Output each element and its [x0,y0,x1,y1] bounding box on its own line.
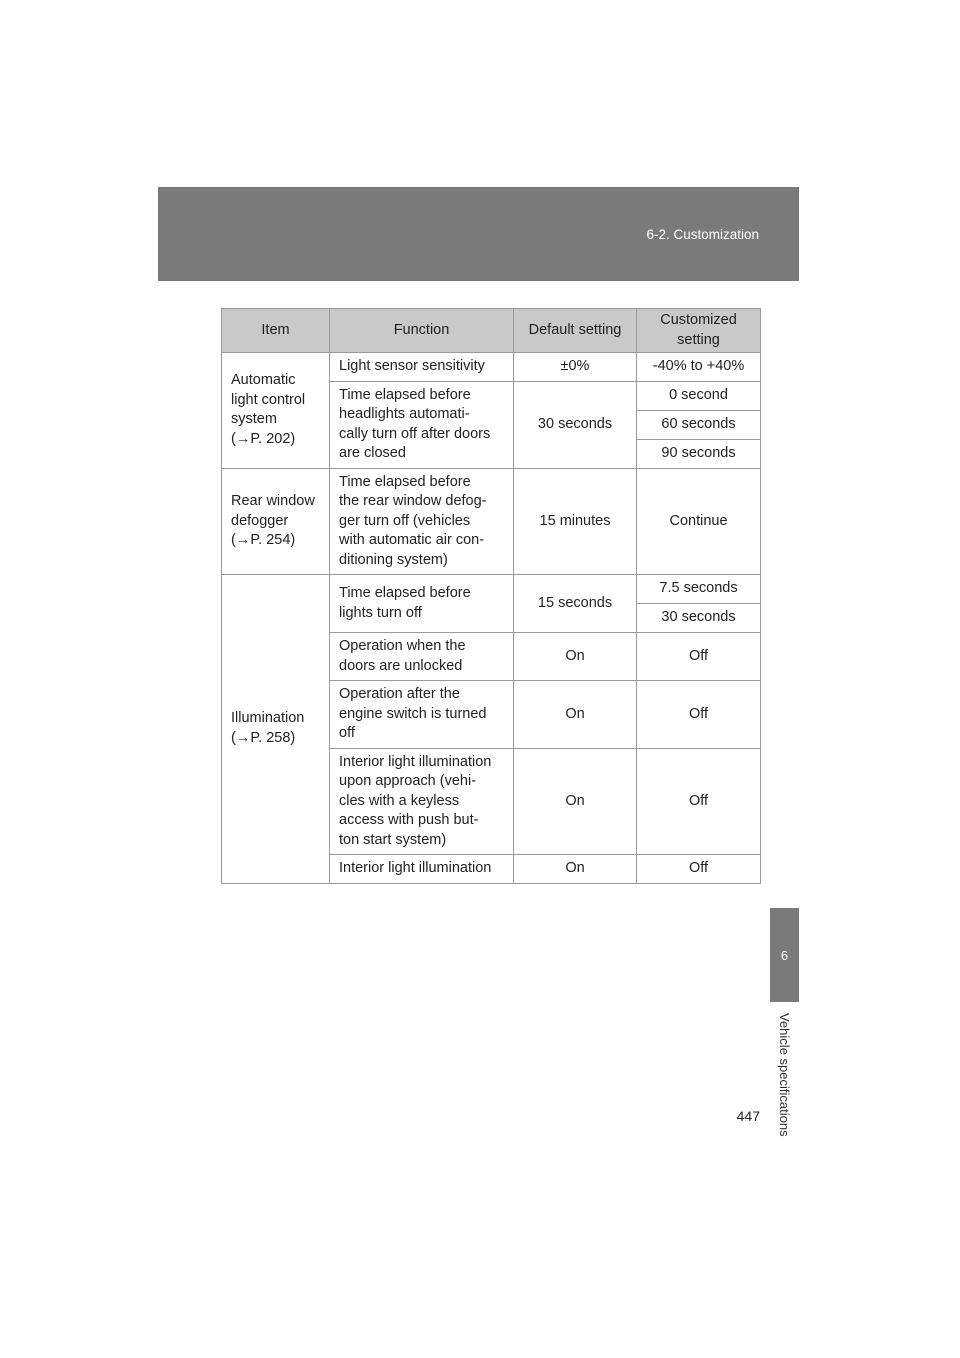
default-setting-cell: On [514,748,637,855]
function-cell [330,681,514,749]
default-setting-cell: 15 minutes [514,468,637,575]
default-setting-cell: 30 seconds [514,381,637,468]
default-setting-cell: ±0% [514,353,637,382]
item-line: system [231,411,277,428]
default-setting-cell: 15 seconds [514,575,637,633]
function-line: with automatic air con- [339,532,485,548]
item-cell [222,353,330,469]
function-cell [330,855,514,884]
function-line: ditioning system) [339,551,448,568]
function-cell [330,353,514,382]
customized-setting-cell: Off [637,748,761,855]
section-header-bar [158,187,799,281]
column-header-customized: Customized setting [637,309,761,353]
function-line: upon approach (vehi- [339,773,477,789]
table-header-row [222,309,761,353]
function-cell [330,748,514,855]
item-cell [222,575,330,884]
function-line: are closed [339,445,406,461]
function-cell [330,633,514,681]
function-cell [330,468,514,575]
item-line: Automatic [231,372,296,389]
function-line: engine switch is turned [339,705,487,722]
function-line: Time elapsed before [339,473,471,490]
function-cell [330,575,514,633]
section-title: 6-2. Customization [646,227,759,242]
customized-setting-cell: 90 seconds [637,439,761,468]
item-cell [222,468,330,575]
function-line: Interior light illumination [339,860,492,876]
function-line: the rear window defog- [339,493,487,509]
function-line: lights turn off [339,604,422,621]
default-setting-cell: On [514,633,637,681]
column-header-function: Function [330,309,514,353]
customized-setting-cell: Off [637,633,761,681]
page-number: 447 [736,1108,760,1124]
function-line: Time elapsed before [339,585,471,601]
chapter-tab-number: 6 [770,908,799,1002]
chapter-label-text: Vehicle specifications [777,1012,792,1137]
customized-setting-cell: Off [637,855,761,884]
item-line: Illumination [231,710,305,727]
column-header-item: Item [222,309,330,353]
customized-setting-cell: Off [637,681,761,749]
table-row [222,468,761,575]
chapter-tab-label [770,1002,799,1147]
item-line: (→P. 202) [231,430,296,447]
item-line: (→P. 258) [231,729,296,746]
item-line: Rear window [231,493,315,509]
function-line: ger turn off (vehicles [339,512,471,529]
table-row [222,353,761,382]
customized-setting-cell: 30 seconds [637,604,761,633]
customization-table [221,308,761,884]
column-header-default: Default setting [514,309,637,353]
function-line: Operation after the [339,686,460,702]
customized-setting-cell: 7.5 seconds [637,575,761,604]
function-line: Operation when the [339,638,466,654]
default-setting-cell: On [514,855,637,884]
function-line: Time elapsed before [339,386,471,403]
customized-setting-cell: -40% to +40% [637,353,761,382]
customized-setting-cell: 0 second [637,381,761,410]
function-line: headlights automati- [339,406,470,422]
table-row [222,575,761,604]
item-line: (→P. 254) [231,532,296,548]
default-setting-cell: On [514,681,637,749]
function-line: ton start system) [339,831,447,848]
item-line: light control [231,391,306,408]
function-line: cally turn off after doors [339,425,491,442]
function-line: access with push but- [339,812,479,828]
function-line: doors are unlocked [339,657,463,674]
customized-setting-cell: Continue [637,468,761,575]
function-line: Interior light illumination [339,753,492,770]
customized-setting-cell: 60 seconds [637,410,761,439]
function-cell [330,381,514,468]
item-line: defogger [231,512,289,529]
function-line: off [339,725,355,741]
function-line: Light sensor sensitivity [339,358,485,374]
function-line: cles with a keyless [339,792,460,809]
